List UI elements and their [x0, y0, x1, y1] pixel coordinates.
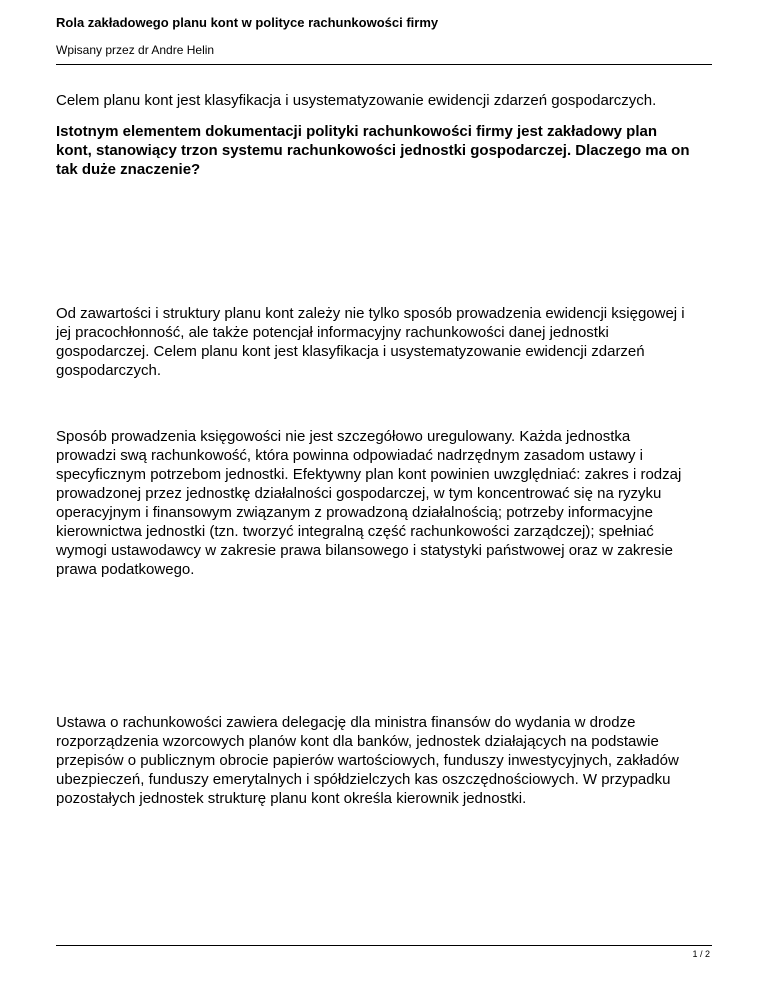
page-number: 1 / 2 — [692, 949, 710, 959]
body-paragraph-3 — [56, 713, 716, 808]
header-divider — [56, 64, 712, 65]
lead-paragraph — [56, 122, 716, 179]
author-line: Wpisany przez dr Andre Helin — [56, 43, 215, 57]
body-paragraph-1 — [56, 304, 716, 380]
text-line: rozporządzenia wzorcowych planów kont dla banków, jednostek działających na podstawie — [56, 733, 659, 750]
text-line: pozostałych jednostek strukturę planu kont określa kierownik jednostki. — [56, 790, 527, 807]
text-line: Celem planu kont jest klasyfikacja i usystematyzowanie ewidencji zdarzeń gospodarczych. — [56, 92, 657, 109]
text-line: wymogi ustawodawcy w zakresie prawa bilansowego i statystyki państwowej oraz w zakresie — [56, 542, 673, 559]
text-line: ubezpieczeń, funduszy emerytalnych i spółdzielczych kas oszczędnościowych. W przypadku — [56, 771, 671, 788]
page-title: Rola zakładowego planu kont w polityce rachunkowości firmy — [56, 15, 439, 30]
text-line: specyficznym potrzebom jednostki. Efektywny plan kont powinien uwzględniać: zakres i rodzaj — [56, 466, 682, 483]
text-line: kierownictwa jednostki (tzn. tworzyć integralną część rachunkowości zarządczej); spełniać — [56, 523, 654, 540]
text-line: przepisów o publicznym obrocie papierów wartościowych, funduszy inwestycyjnych, zakładów — [56, 752, 679, 769]
text-line: Sposób prowadzenia księgowości nie jest szczegółowo uregulowany. Każda jednostka — [56, 428, 631, 445]
intro-paragraph — [56, 91, 716, 110]
text-line: gospodarczych. — [56, 362, 162, 379]
text-line: Istotnym elementem dokumentacji polityki rachunkowości firmy jest zakładowy plan — [56, 123, 657, 140]
text-line: Ustawa o rachunkowości zawiera delegację dla ministra finansów do wydania w drodze — [56, 714, 636, 731]
text-line: kont, stanowiący trzon systemu rachunkowości jednostki gospodarczej. Dlaczego ma on — [56, 142, 690, 159]
text-line: Od zawartości i struktury planu kont zależy nie tylko sposób prowadzenia ewidencji księgowej i — [56, 305, 685, 322]
body-paragraph-2 — [56, 427, 716, 579]
text-line: operacyjnym i finansowym związanym z prowadzoną działalnością; potrzeby informacyjne — [56, 504, 653, 521]
footer-divider — [56, 945, 712, 946]
text-line: gospodarczej. Celem planu kont jest klasyfikacja i usystematyzowanie ewidencji zdarzeń — [56, 343, 645, 360]
text-line: prowadzi swą rachunkowość, która powinna odpowiadać nadrzędnym zasadom ustawy i — [56, 447, 643, 464]
text-line: tak duże znaczenie? — [56, 161, 201, 178]
text-line: prawa podatkowego. — [56, 561, 195, 578]
text-line: prowadzonej przez jednostkę działalności gospodarczej, w tym koncentrować się na ryzyku — [56, 485, 662, 502]
text-line: jej pracochłonność, ale także potencjał informacyjny rachunkowości danej jednostki — [56, 324, 609, 341]
